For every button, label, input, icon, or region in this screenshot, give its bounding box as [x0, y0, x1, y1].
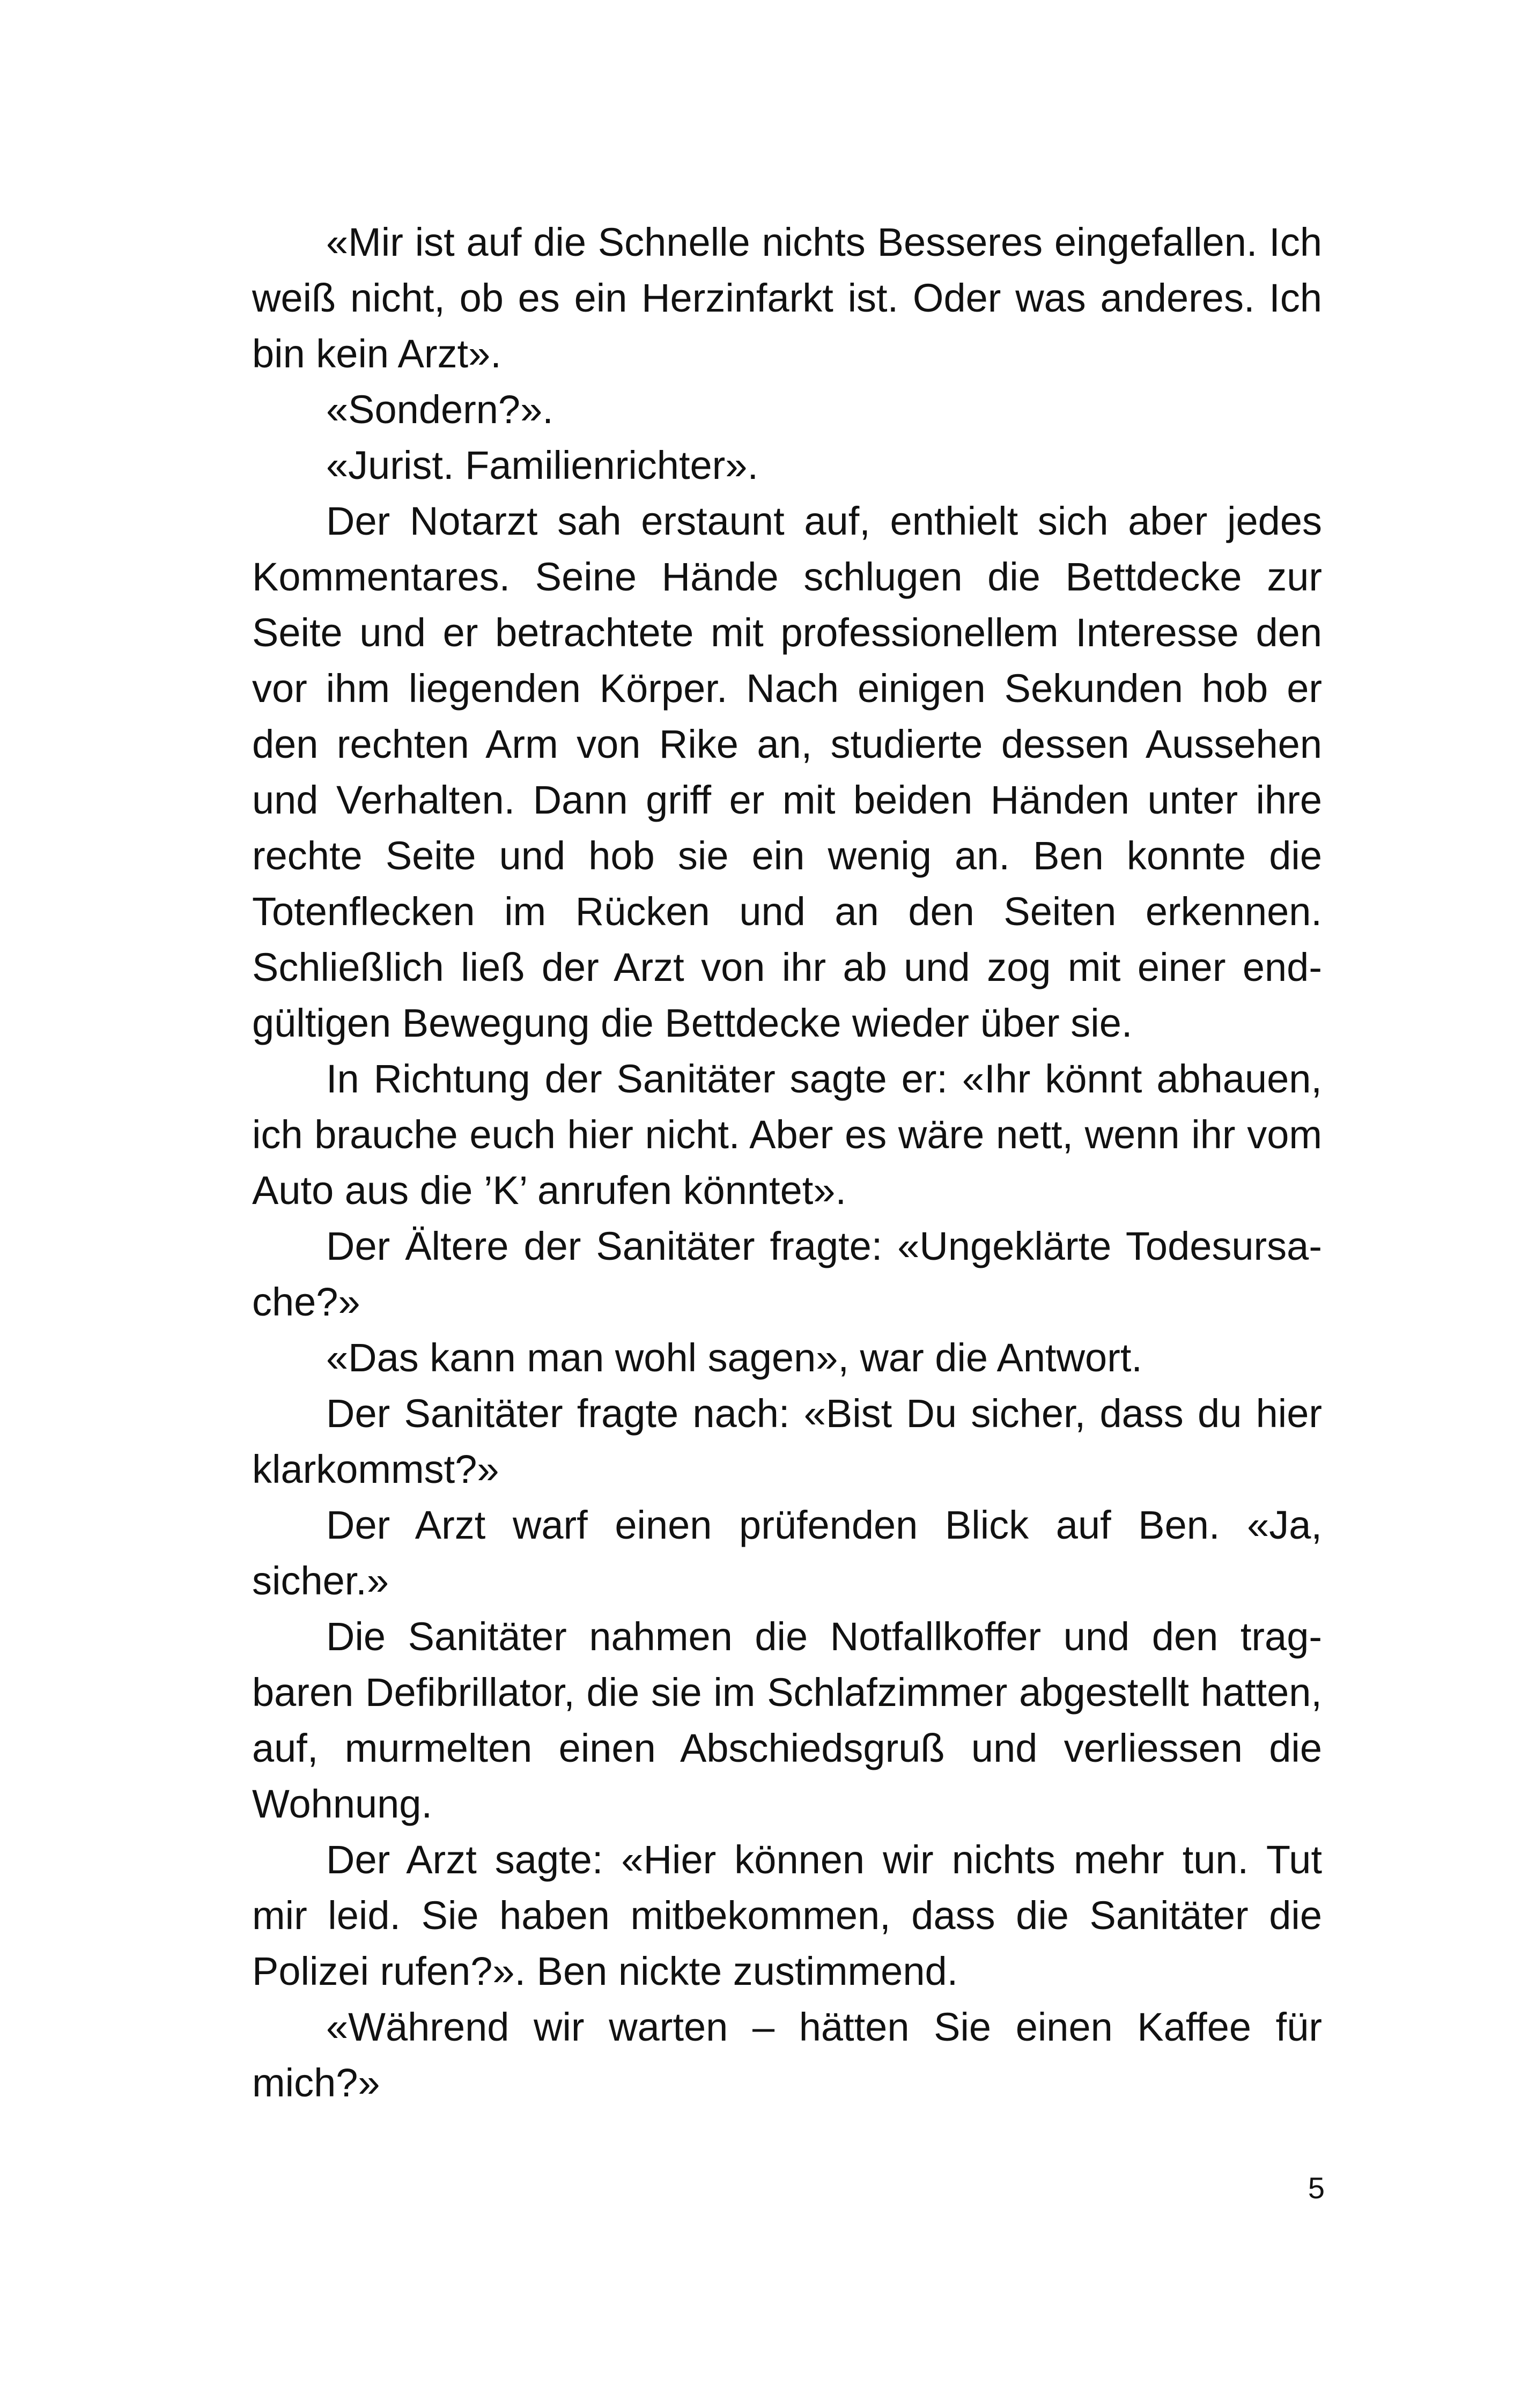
- paragraph: Der Sanitäter fragte nach: «Bist Du sicher, dass du hier klarkommst?»: [252, 1391, 1322, 1491]
- paragraph: Der Arzt sagte: «Hier können wir nichts mehr tun. Tut mir leid. Sie haben mitbekommen, dass die Sanitäter die Polizei rufen?». Ben nickte zustimmend.: [252, 1837, 1322, 1993]
- paragraph: Die Sanitäter nahmen die Notfallkoffer und den tragbaren Defibrillator, die sie im Schlafzimmer abgestellt hatten, auf, murmelten einen Abschiedsgruß und verliessen die Wohnung.: [252, 1614, 1322, 1826]
- body-text: [252, 215, 1322, 2111]
- paragraph: «Während wir warten – hätten Sie einen Kaffee für mich?»: [252, 2005, 1322, 2105]
- paragraph: «Mir ist auf die Schnelle nichts Besseres eingefallen. Ich weiß nicht, ob es ein Herzinfarkt ist. Oder was anderes. Ich bin kein Arzt».: [252, 220, 1322, 376]
- paragraph: In Richtung der Sanitäter sagte er: «Ihr könnt abhauen, ich brauche euch hier nicht. Aber es wäre nett, wenn ihr vom Auto aus die ’K’ anrufen könntet».: [252, 1057, 1322, 1213]
- paragraph: Der Arzt warf einen prüfenden Blick auf Ben. «Ja, sicher.»: [252, 1503, 1322, 1603]
- page-number: 5: [1308, 2171, 1325, 2205]
- paragraph: «Das kann man wohl sagen», war die Antwort.: [326, 1335, 1142, 1380]
- paragraph: «Jurist. Familienrichter».: [326, 443, 759, 487]
- paragraph: «Sondern?».: [326, 387, 553, 432]
- paragraph: Der Notarzt sah erstaunt auf, enthielt sich aber jedes Kommentares. Seine Hände schlugen die Bettdecke zur Seite und er betrachtete mit professionellem Interesse den vor ihm liegenden Körper. Nach einigen Sekunden hob er den rechten Arm von Rike an, studierte dessen Aussehen und Verhalten. Dann griff er mit beiden Händen unter ihre rechte Seite und hob sie ein wenig an. Ben konnte die Totenflecken im Rücken und an den Seiten erkennen. Schließlich ließ der Arzt von ihr ab und zog mit einer endgültigen Bewegung die Bettdecke wieder über sie.: [252, 499, 1322, 1045]
- paragraph: Der Ältere der Sanitäter fragte: «Ungeklärte Todesursache?»: [252, 1224, 1322, 1324]
